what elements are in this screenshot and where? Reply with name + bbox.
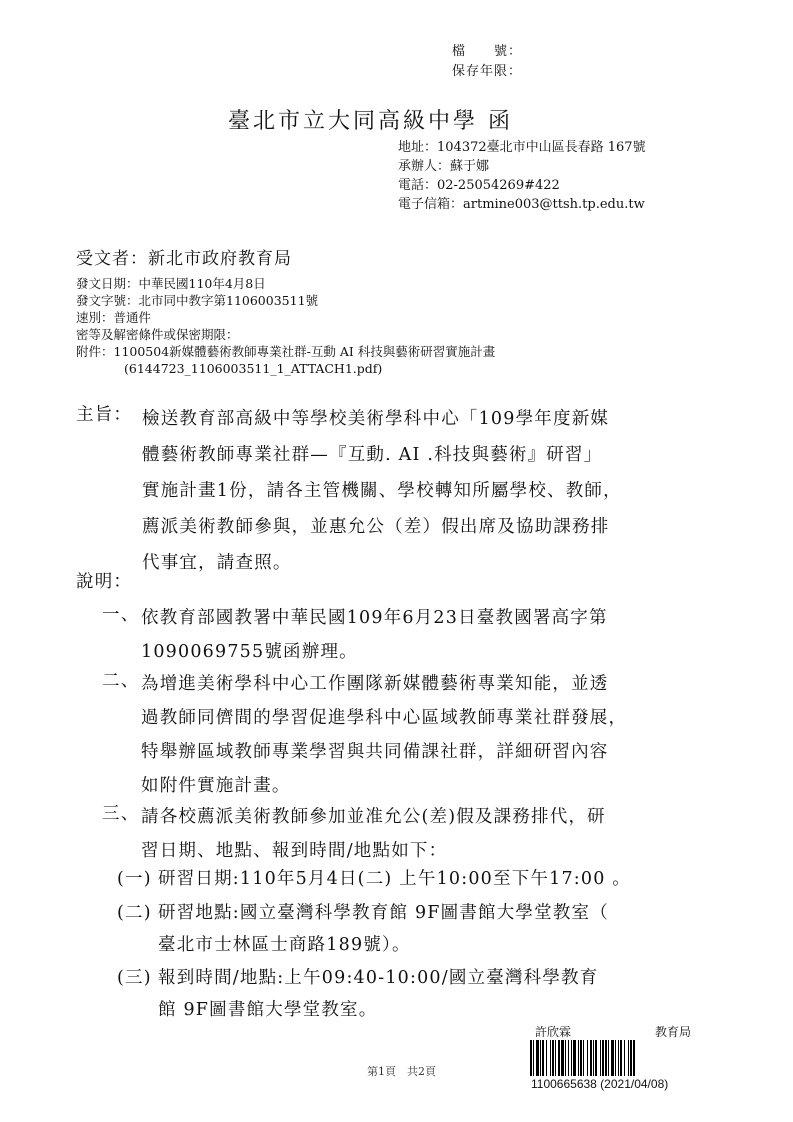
file-number-label: 檔 號： bbox=[452, 44, 523, 59]
page-number: 第1頁 共2頁 bbox=[367, 1065, 436, 1078]
item-line: 特舉辦區域教師專業學習與共同備課社群，詳細研習內容 bbox=[141, 742, 609, 762]
subitem-marker: (三) bbox=[117, 968, 152, 988]
subitem-marker: (一) bbox=[117, 869, 152, 889]
delivery-speed: 速別：普通件 bbox=[76, 310, 152, 325]
contact-email: 電子信箱：artmine003@ttsh.tp.edu.tw bbox=[398, 197, 645, 212]
item-marker: 三、 bbox=[102, 804, 140, 824]
subject-line: 實施計畫1份，請各主管機關、學校轉知所屬學校、教師， bbox=[142, 481, 622, 501]
explanation-item bbox=[141, 800, 606, 868]
issue-date: 發文日期：中華民國110年4月8日 bbox=[76, 276, 266, 291]
item-line: 習日期、地點、報到時間/地點如下： bbox=[141, 841, 448, 861]
subject-line: 檢送教育部高級中等學校美術學科中心「109學年度新媒 bbox=[142, 409, 610, 429]
contact-block bbox=[398, 138, 646, 214]
barcode-number: 1100665638 (2021/04/08) bbox=[531, 1077, 669, 1091]
item-marker: 二、 bbox=[102, 671, 140, 691]
meta-block bbox=[76, 275, 495, 377]
item-line: 請各校薦派美術教師參加並准允公(差)假及課務排代，研 bbox=[141, 807, 606, 827]
subitem-line: 研習日期:110年5月4日(二) 上午10:00至下午17:00 。 bbox=[158, 869, 632, 889]
attachment-line: 附件：1100504新媒體藝術教師專業社群-互動 AI 科技與藝術研習實施計畫 bbox=[76, 344, 496, 359]
subitem-marker: (二) bbox=[117, 903, 152, 923]
contact-address: 地址：104372臺北市中山區長春路 167號 bbox=[398, 140, 646, 155]
contact-phone: 電話：02-25054269#422 bbox=[398, 178, 560, 193]
item-line: 1090069755號函辦理。 bbox=[141, 642, 358, 662]
item-marker: 一、 bbox=[102, 605, 140, 625]
subject-label: 主旨： bbox=[76, 405, 133, 425]
explanation-item bbox=[141, 601, 608, 669]
subitem-line: 研習地點:國立臺灣科學教育館 9F圖書館大學堂教室（ bbox=[158, 903, 609, 923]
subitem-line: 館 9F圖書館大學堂教室。 bbox=[158, 1000, 378, 1020]
item-line: 為增進美術學科中心工作團隊新媒體藝術專業知能，並透 bbox=[141, 674, 609, 694]
document-title: 臺北市立大同高級中學 函 bbox=[228, 109, 513, 134]
barcode-image bbox=[530, 1040, 700, 1076]
item-line: 依教育部國教署中華民國109年6月23日臺教國署高字第 bbox=[141, 608, 608, 628]
recipient: 受文者：新北市政府教育局 bbox=[76, 249, 292, 269]
contact-handler: 承辦人：蘇于娜 bbox=[398, 159, 490, 174]
subject-line: 代事宜，請查照。 bbox=[142, 553, 292, 573]
subitem-line: 臺北市士林區士商路189號）。 bbox=[158, 935, 411, 955]
retention-period-label: 保存年限： bbox=[452, 64, 523, 79]
subject-line: 體藝術教師專業社群—『互動. AI .科技與藝術』研習」 bbox=[142, 445, 603, 465]
secrecy-level: 密等及解密條件或保密期限： bbox=[76, 327, 239, 342]
barcode-signer: 許欣霖 bbox=[535, 1025, 572, 1039]
subitem-line: 報到時間/地點:上午09:40-10:00/國立臺灣科學教育 bbox=[158, 968, 599, 988]
explanation-label: 說明： bbox=[76, 572, 133, 592]
item-line: 如附件實施計畫。 bbox=[141, 776, 291, 796]
issue-number: 發文字號：北市同中教字第1106003511號 bbox=[76, 293, 319, 308]
subject-line: 薦派美術教師參與，並惠允公（差）假出席及協助課務排 bbox=[142, 517, 610, 537]
explanation-item bbox=[141, 667, 627, 803]
attachment-filename: (6144723_1106003511_1_ATTACH1.pdf) bbox=[124, 361, 383, 376]
barcode-agency: 教育局 bbox=[655, 1025, 692, 1039]
item-line: 過教師同儕間的學習促進學科中心區域教師專業社群發展， bbox=[141, 708, 628, 728]
subject-body bbox=[142, 401, 622, 581]
